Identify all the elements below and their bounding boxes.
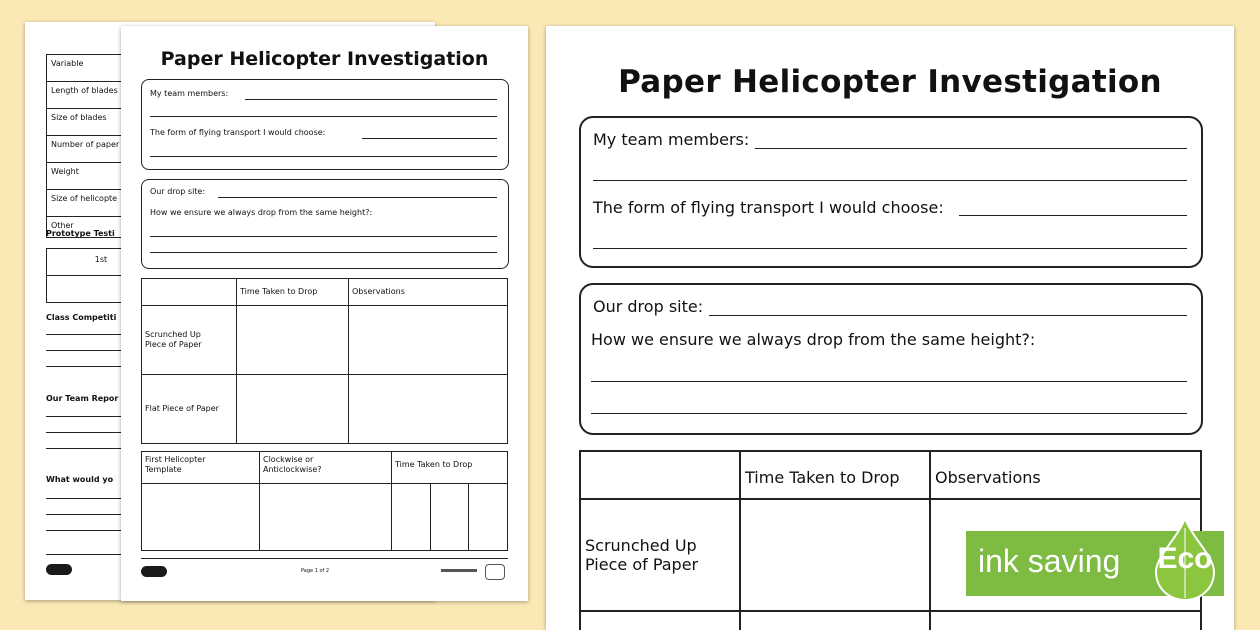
what-would-heading: What would yo <box>46 475 114 484</box>
col-time-header: Time Taken to Drop <box>745 468 900 487</box>
writing-line <box>591 413 1187 414</box>
writing-line <box>46 530 126 531</box>
table-cell <box>740 499 930 611</box>
cell-text: Variable <box>51 59 84 68</box>
table-header-cell <box>392 452 508 484</box>
col-observations-header: Observations <box>935 468 1041 487</box>
team-members-label: My team members: <box>593 130 750 149</box>
col-time-header: Time Taken to Drop <box>240 287 318 296</box>
table-cell <box>237 375 349 444</box>
table-header-cell <box>930 451 1201 499</box>
drop-site-section-box <box>141 179 509 269</box>
writing-line <box>150 252 497 253</box>
table-cell <box>349 306 508 375</box>
table-cell <box>740 611 930 630</box>
col-time-header-2: Time Taken to Drop <box>395 460 473 469</box>
row-label-cell <box>580 499 740 611</box>
table-header-cell <box>142 452 260 484</box>
row-scrunched-label: Scrunched Up Piece of Paper <box>145 330 202 349</box>
writing-line <box>46 334 126 335</box>
table-cell <box>237 306 349 375</box>
writing-line <box>709 315 1187 316</box>
writing-line <box>593 180 1187 181</box>
page-title: Paper Helicopter Investigation <box>618 64 1162 100</box>
cell-text: Length of blades <box>51 86 118 95</box>
table-cell <box>260 484 392 551</box>
table-cell <box>392 484 431 551</box>
writing-line <box>593 248 1187 249</box>
team-members-label: My team members: <box>150 89 229 98</box>
cell-text: Other <box>51 221 74 230</box>
table-header-cell <box>740 451 930 499</box>
table-header-cell <box>142 279 237 306</box>
row-flat-label: Flat Piece of Paper <box>145 404 219 413</box>
cell-text: Weight <box>51 167 79 176</box>
writing-line <box>46 498 126 499</box>
writing-line <box>755 148 1187 149</box>
team-section-box <box>141 79 509 170</box>
table-row <box>142 375 508 444</box>
table-cell <box>580 611 740 630</box>
table-cell <box>469 484 508 551</box>
row-label-cell <box>142 306 237 375</box>
writing-line <box>218 197 497 198</box>
twinkl-logo <box>141 566 167 577</box>
table-row <box>142 306 508 375</box>
cell-text: Size of helicopte <box>51 194 118 203</box>
class-competition-heading: Class Competiti <box>46 313 117 322</box>
page-title: Paper Helicopter Investigation <box>160 48 489 70</box>
table-row <box>580 611 1201 630</box>
table-cell <box>349 375 508 444</box>
drop-results-table <box>141 278 508 444</box>
table-header-cell <box>237 279 349 306</box>
eco-label: Eco <box>1157 542 1213 575</box>
col-observations-header: Observations <box>352 287 405 296</box>
cell-text: 1st <box>94 255 108 264</box>
table-row <box>142 484 508 551</box>
cell-text: Size of blades <box>51 113 107 122</box>
prototype-testing-heading: Prototype Testi <box>46 229 115 238</box>
writing-line <box>46 366 126 367</box>
col-first-helicopter-header: First Helicopter Template <box>145 455 206 474</box>
writing-line <box>46 514 126 515</box>
table-cell <box>930 611 1201 630</box>
ink-saving-label: ink saving <box>978 543 1121 579</box>
drop-site-section-box <box>579 283 1203 435</box>
table-cell <box>142 484 260 551</box>
table-header-cell <box>580 451 740 499</box>
table-cell <box>430 484 469 551</box>
team-section-box <box>579 116 1203 268</box>
table-header-cell <box>260 452 392 484</box>
writing-line <box>150 156 497 157</box>
team-report-heading: Our Team Repor <box>46 394 119 403</box>
writing-line <box>46 432 126 433</box>
logo-badge-icon <box>485 564 505 580</box>
flying-transport-label: The form of flying transport I would choose: <box>593 198 944 217</box>
table-header-cell <box>349 279 508 306</box>
drop-site-label: Our drop site: <box>150 187 206 196</box>
page-number: Page 1 of 2 <box>301 568 330 574</box>
writing-line <box>46 350 126 351</box>
website-mark <box>441 569 477 572</box>
row-label-cell <box>142 375 237 444</box>
flying-transport-label: The form of flying transport I would choose: <box>150 128 326 137</box>
same-height-label: How we ensure we always drop from the same height?: <box>591 330 1036 349</box>
writing-line <box>362 138 497 139</box>
same-height-label: How we ensure we always drop from the same height?: <box>150 208 373 217</box>
small-worksheet-page <box>121 26 528 601</box>
twinkl-logo <box>46 564 72 575</box>
helicopter-table <box>141 451 508 551</box>
footer-rule <box>141 558 508 559</box>
drop-site-label: Our drop site: <box>593 297 704 316</box>
col-clockwise-header: Clockwise or Anticlockwise? <box>263 455 322 474</box>
row-scrunched-label: Scrunched Up Piece of Paper <box>585 536 699 574</box>
writing-line <box>959 215 1187 216</box>
writing-line <box>150 236 497 237</box>
writing-line <box>591 381 1187 382</box>
cell-text: Number of paper <box>51 140 120 149</box>
writing-line <box>46 448 126 449</box>
writing-line <box>245 99 497 100</box>
writing-line <box>46 416 126 417</box>
writing-line <box>150 116 497 117</box>
